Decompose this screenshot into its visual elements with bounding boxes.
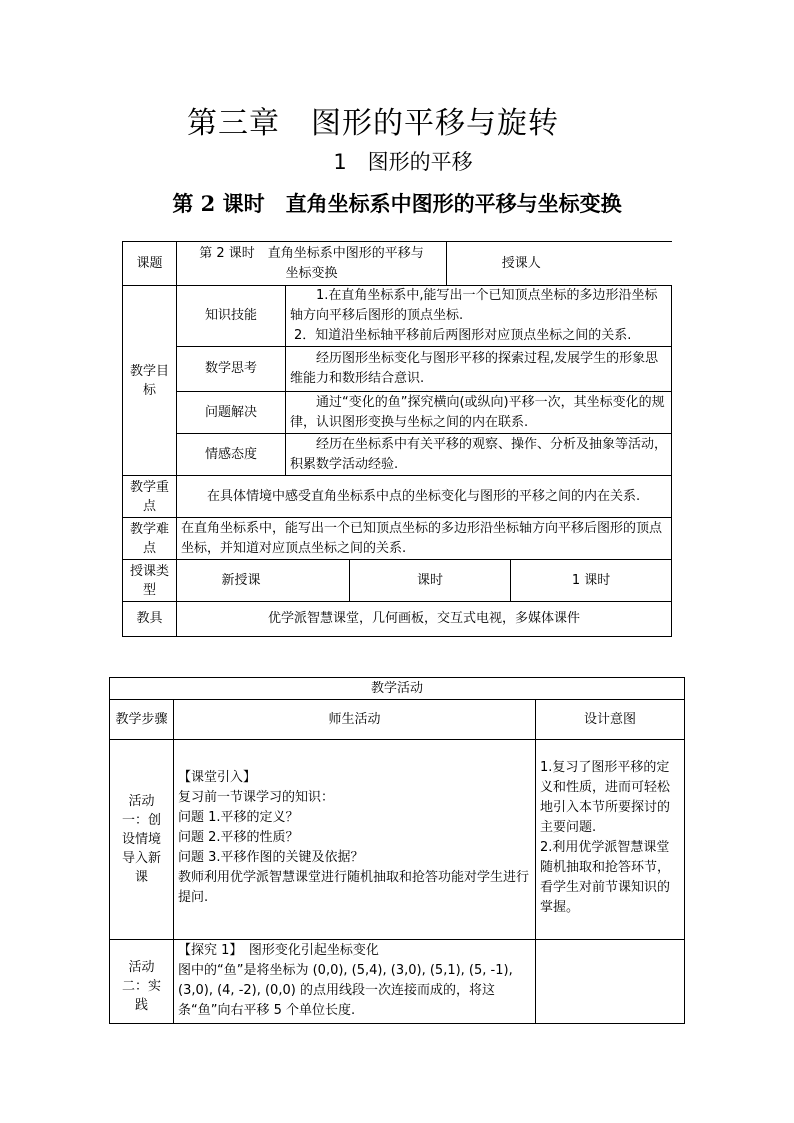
step-cell-1: 活动一：创设情境导入新课 bbox=[110, 740, 174, 940]
lesson-title: 第 2 课时 直角坐标系中图形的平移与坐标变换 bbox=[172, 191, 622, 216]
hours-value: 1 课时 bbox=[511, 560, 672, 602]
activity-1-line: 问题 2.平移的性质？ bbox=[178, 830, 299, 845]
design-cell-1 bbox=[536, 740, 685, 940]
key-label: 教学重点 bbox=[123, 476, 177, 518]
teacher-label: 授课人 bbox=[447, 242, 672, 286]
design-1-line: 1.复习了图形平移的定义和性质，进而可轻松地引入本节所要探讨的主要问题. bbox=[540, 760, 671, 835]
goal-label-knowledge: 知识技能 bbox=[177, 286, 286, 347]
activity-1-line: 问题 3.平移作图的关键及依据？ bbox=[178, 850, 364, 865]
difficulty-text: 在直角坐标系中，能写出一个已知顶点坐标的多边形沿坐标轴方向平移后图形的顶点坐标，并知道对应顶点坐标之间的关系. bbox=[177, 518, 672, 560]
activity-1-line: 【课堂引入】 bbox=[178, 770, 257, 785]
design-cell-2 bbox=[536, 940, 685, 1024]
type-label: 授课类型 bbox=[123, 560, 177, 602]
goal-knowledge-line1: 1.在直角坐标系中,能写出一个已知顶点坐标的多边形沿坐标轴方向平移后图形的顶点坐标. bbox=[290, 288, 658, 323]
goal-text-problem: 通过“变化的鱼”探究横向(或纵向)平移一次，其坐标变化的规律，认识图形变换与坐标之间的内在联系. bbox=[286, 392, 672, 434]
topic-label: 课题 bbox=[123, 242, 177, 286]
topic-value: 第 2 课时 直角坐标系中图形的平移与坐标变换 bbox=[177, 242, 447, 286]
chapter-title: 第三章 图形的平移与旋转 bbox=[187, 106, 559, 141]
goals-label: 教学目标 bbox=[123, 286, 177, 476]
activity-cell-2 bbox=[174, 940, 536, 1024]
activity-2-line: 【探究 1】 图形变化引起坐标变化 bbox=[178, 943, 379, 958]
section-title: 1 图形的平移 bbox=[333, 150, 473, 174]
type-value: 新授课 bbox=[177, 560, 350, 602]
activity-cell-1 bbox=[174, 740, 536, 940]
goal-label-attitude: 情感态度 bbox=[177, 434, 286, 476]
key-text: 在具体情境中感受直角坐标系中点的坐标变化与图形的平移之间的内在关系. bbox=[177, 476, 672, 518]
activity-table-title: 教学活动 bbox=[110, 678, 685, 700]
tools-label: 教具 bbox=[123, 602, 177, 637]
activity-table bbox=[109, 677, 685, 1024]
goal-label-problem: 问题解决 bbox=[177, 392, 286, 434]
step-cell-2: 活动二：实践 bbox=[110, 940, 174, 1024]
difficulty-label: 教学难点 bbox=[123, 518, 177, 560]
goal-knowledge-line2: 2．知道沿坐标轴平移前后两图形对应顶点坐标之间的关系. bbox=[294, 328, 632, 343]
goal-text-attitude: 经历在坐标系中有关平移的观察、操作、分析及抽象等活动，积累数学活动经验. bbox=[286, 434, 672, 476]
col-steps: 教学步骤 bbox=[110, 700, 174, 740]
lesson-plan-table bbox=[122, 241, 672, 637]
tools-value: 优学派智慧课堂，几何画板，交互式电视，多媒体课件 bbox=[177, 602, 672, 637]
col-activity: 师生活动 bbox=[174, 700, 536, 740]
activity-2-line: 图中的“鱼”是将坐标为 (0,0), (5,4), (3,0), (5,1), (5, -1), (3,0), (4, -2), (0,0) 的点用线段一次连接而成的，将这条“鱼”向右平移 5 个单位长度. bbox=[178, 963, 513, 1018]
col-design: 设计意图 bbox=[536, 700, 685, 740]
design-1-line: 2.利用优学派智慧课堂随机抽取和抢答环节，看学生对前节课知识的掌握。 bbox=[540, 840, 671, 915]
activity-1-line: 复习前一节课学习的知识： bbox=[178, 790, 335, 805]
activity-1-line: 教师利用优学派智慧课堂进行随机抽取和抢答功能对学生进行提问. bbox=[178, 870, 530, 905]
goal-label-thinking: 数学思考 bbox=[177, 347, 286, 392]
activity-1-line: 问题 1.平移的定义？ bbox=[178, 810, 299, 825]
goal-text-thinking: 经历图形坐标变化与图形平移的探索过程,发展学生的形象思维能力和数形结合意识. bbox=[286, 347, 672, 392]
hours-label: 课时 bbox=[350, 560, 511, 602]
goal-text-knowledge bbox=[286, 286, 672, 347]
